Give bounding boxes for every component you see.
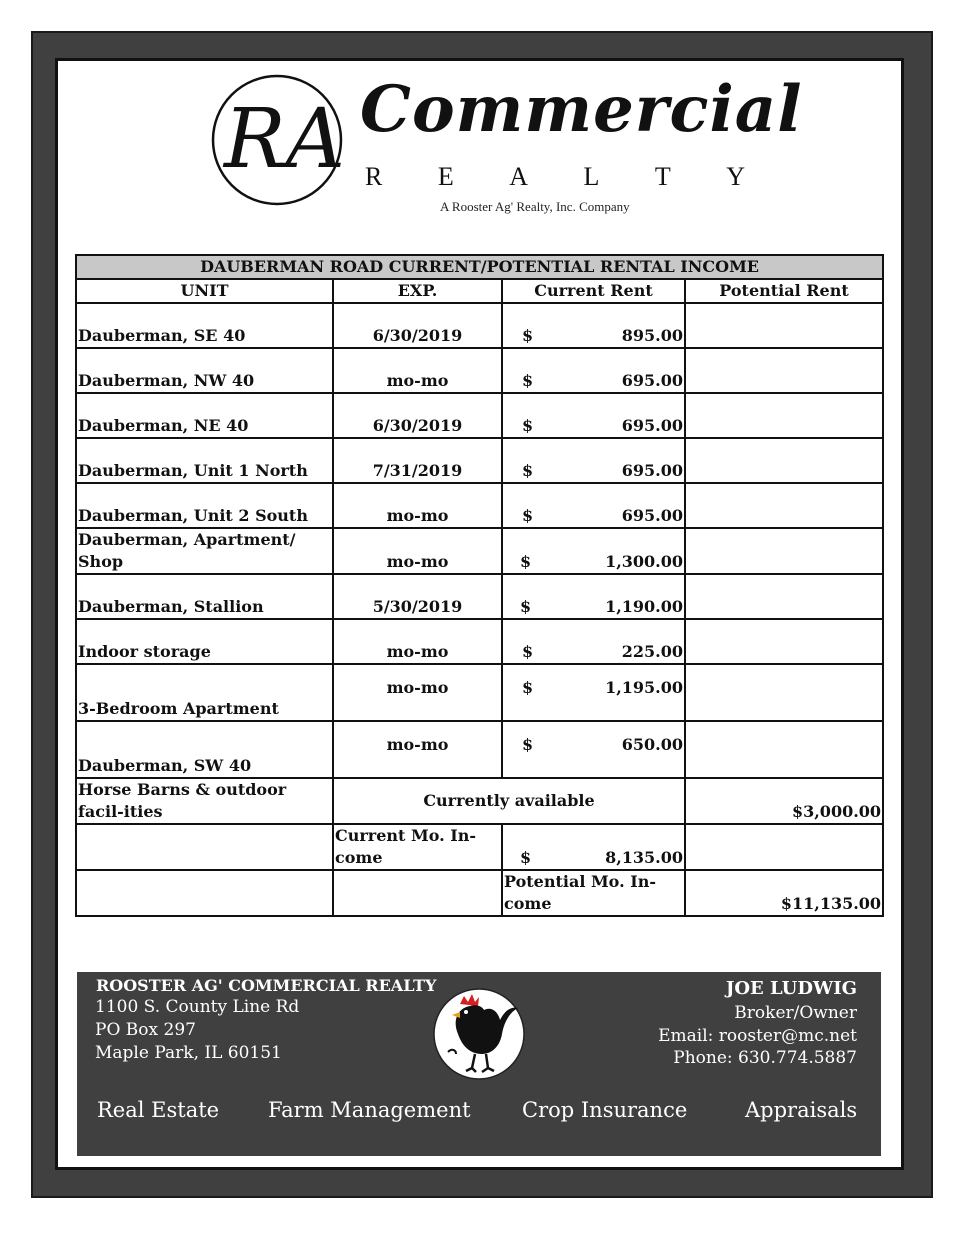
current-rent-cell: $ 695.00 bbox=[502, 348, 685, 393]
exp-cell: mo-mo bbox=[333, 528, 502, 574]
potential-income-label: Potential Mo. In-come bbox=[502, 870, 685, 916]
unit-cell: 3-Bedroom Apartment bbox=[76, 664, 333, 721]
unit-cell: Dauberman, Stallion bbox=[76, 574, 333, 619]
potential-rent-cell bbox=[685, 721, 883, 778]
potential-rent-cell bbox=[685, 483, 883, 528]
table-row bbox=[76, 664, 883, 721]
table-row bbox=[76, 721, 883, 778]
table-row bbox=[76, 619, 883, 664]
empty-cell bbox=[76, 824, 333, 870]
exp-cell: mo-mo bbox=[333, 483, 502, 528]
footer-banner bbox=[77, 972, 881, 1156]
potential-rent-cell bbox=[685, 438, 883, 483]
exp-cell: 5/30/2019 bbox=[333, 574, 502, 619]
current-rent-cell: $ 1,300.00 bbox=[502, 528, 685, 574]
potential-rent-cell bbox=[685, 664, 883, 721]
exp-cell: mo-mo bbox=[333, 619, 502, 664]
tagline: A Rooster Ag' Realty, Inc. Company bbox=[440, 199, 630, 214]
unit-cell: Dauberman, Unit 2 South bbox=[76, 483, 333, 528]
footer-contact-name: JOE LUDWIG bbox=[725, 978, 857, 999]
current-rent-cell: $ 695.00 bbox=[502, 438, 685, 483]
current-rent-cell: $ 1,190.00 bbox=[502, 574, 685, 619]
potential-rent-cell: $3,000.00 bbox=[685, 778, 883, 824]
brand-name: Commercial bbox=[360, 72, 803, 147]
current-rent-cell: $ 695.00 bbox=[502, 483, 685, 528]
current-rent-cell: $ 695.00 bbox=[502, 393, 685, 438]
exp-cell: mo-mo bbox=[333, 664, 502, 721]
empty-cell bbox=[76, 870, 333, 916]
exp-cell: mo-mo bbox=[333, 721, 502, 778]
footer-address-pobox: PO Box 297 bbox=[95, 1020, 196, 1040]
potential-rent-cell bbox=[685, 528, 883, 574]
rooster-logo-icon bbox=[430, 982, 528, 1080]
current-rent-cell: $ 650.00 bbox=[502, 721, 685, 778]
unit-cell: Dauberman, Unit 1 North bbox=[76, 438, 333, 483]
footer-company-name: ROOSTER AG' COMMERCIAL REALTY bbox=[96, 976, 437, 995]
availability-cell: Currently available bbox=[333, 778, 685, 824]
unit-cell: Dauberman, NW 40 bbox=[76, 348, 333, 393]
empty-cell bbox=[685, 824, 883, 870]
table-row-horse-barns bbox=[76, 778, 883, 824]
table-header-row bbox=[76, 279, 883, 303]
service-crop-insurance: Crop Insurance bbox=[522, 1098, 688, 1122]
monogram-text: RA bbox=[224, 92, 345, 187]
exp-cell: 7/31/2019 bbox=[333, 438, 502, 483]
unit-cell: Indoor storage bbox=[76, 619, 333, 664]
unit-cell: Dauberman, Apartment/ Shop bbox=[76, 528, 333, 574]
table-row bbox=[76, 483, 883, 528]
table-row-current-income bbox=[76, 824, 883, 870]
rental-income-table bbox=[75, 254, 884, 917]
potential-rent-cell bbox=[685, 348, 883, 393]
table-row-potential-income bbox=[76, 870, 883, 916]
footer-contact-title: Broker/Owner bbox=[734, 1003, 857, 1023]
service-appraisals: Appraisals bbox=[745, 1098, 858, 1122]
current-income-value: $ 8,135.00 bbox=[502, 824, 685, 870]
table-title-row bbox=[76, 255, 883, 279]
current-rent-cell: $ 895.00 bbox=[502, 303, 685, 348]
service-real-estate: Real Estate bbox=[97, 1098, 220, 1122]
potential-rent-cell bbox=[685, 393, 883, 438]
company-logo bbox=[210, 72, 803, 222]
table-row bbox=[76, 528, 883, 574]
exp-cell: 6/30/2019 bbox=[333, 393, 502, 438]
footer-services bbox=[77, 1098, 881, 1128]
current-income-label: Current Mo. In-come bbox=[333, 824, 502, 870]
header-current-rent: Current Rent bbox=[502, 279, 685, 303]
service-farm-management: Farm Management bbox=[268, 1098, 471, 1122]
table-row bbox=[76, 303, 883, 348]
empty-cell bbox=[333, 870, 502, 916]
table-row bbox=[76, 438, 883, 483]
current-rent-cell: $ 1,195.00 bbox=[502, 664, 685, 721]
ra-monogram-icon bbox=[210, 72, 360, 212]
exp-cell: mo-mo bbox=[333, 348, 502, 393]
unit-cell: Dauberman, NE 40 bbox=[76, 393, 333, 438]
footer-address-city: Maple Park, IL 60151 bbox=[95, 1043, 282, 1063]
current-rent-cell: $ 225.00 bbox=[502, 619, 685, 664]
footer-email: Email: rooster@mc.net bbox=[658, 1026, 857, 1046]
unit-cell: Horse Barns & outdoor facil-ities bbox=[76, 778, 333, 824]
realty-word: R E A L T Y bbox=[365, 162, 745, 191]
header-exp: EXP. bbox=[333, 279, 502, 303]
header-unit: UNIT bbox=[76, 279, 333, 303]
header-potential-rent: Potential Rent bbox=[685, 279, 883, 303]
table-title: DAUBERMAN ROAD CURRENT/POTENTIAL RENTAL INCOME bbox=[76, 255, 883, 279]
table-row bbox=[76, 348, 883, 393]
unit-cell: Dauberman, SW 40 bbox=[76, 721, 333, 778]
footer-address-street: 1100 S. County Line Rd bbox=[95, 997, 300, 1017]
exp-cell: 6/30/2019 bbox=[333, 303, 502, 348]
unit-cell: Dauberman, SE 40 bbox=[76, 303, 333, 348]
table-row bbox=[76, 574, 883, 619]
potential-rent-cell bbox=[685, 619, 883, 664]
potential-rent-cell bbox=[685, 303, 883, 348]
footer-phone: Phone: 630.774.5887 bbox=[673, 1048, 857, 1068]
potential-rent-cell bbox=[685, 574, 883, 619]
potential-income-value: $11,135.00 bbox=[685, 870, 883, 916]
table-row bbox=[76, 393, 883, 438]
